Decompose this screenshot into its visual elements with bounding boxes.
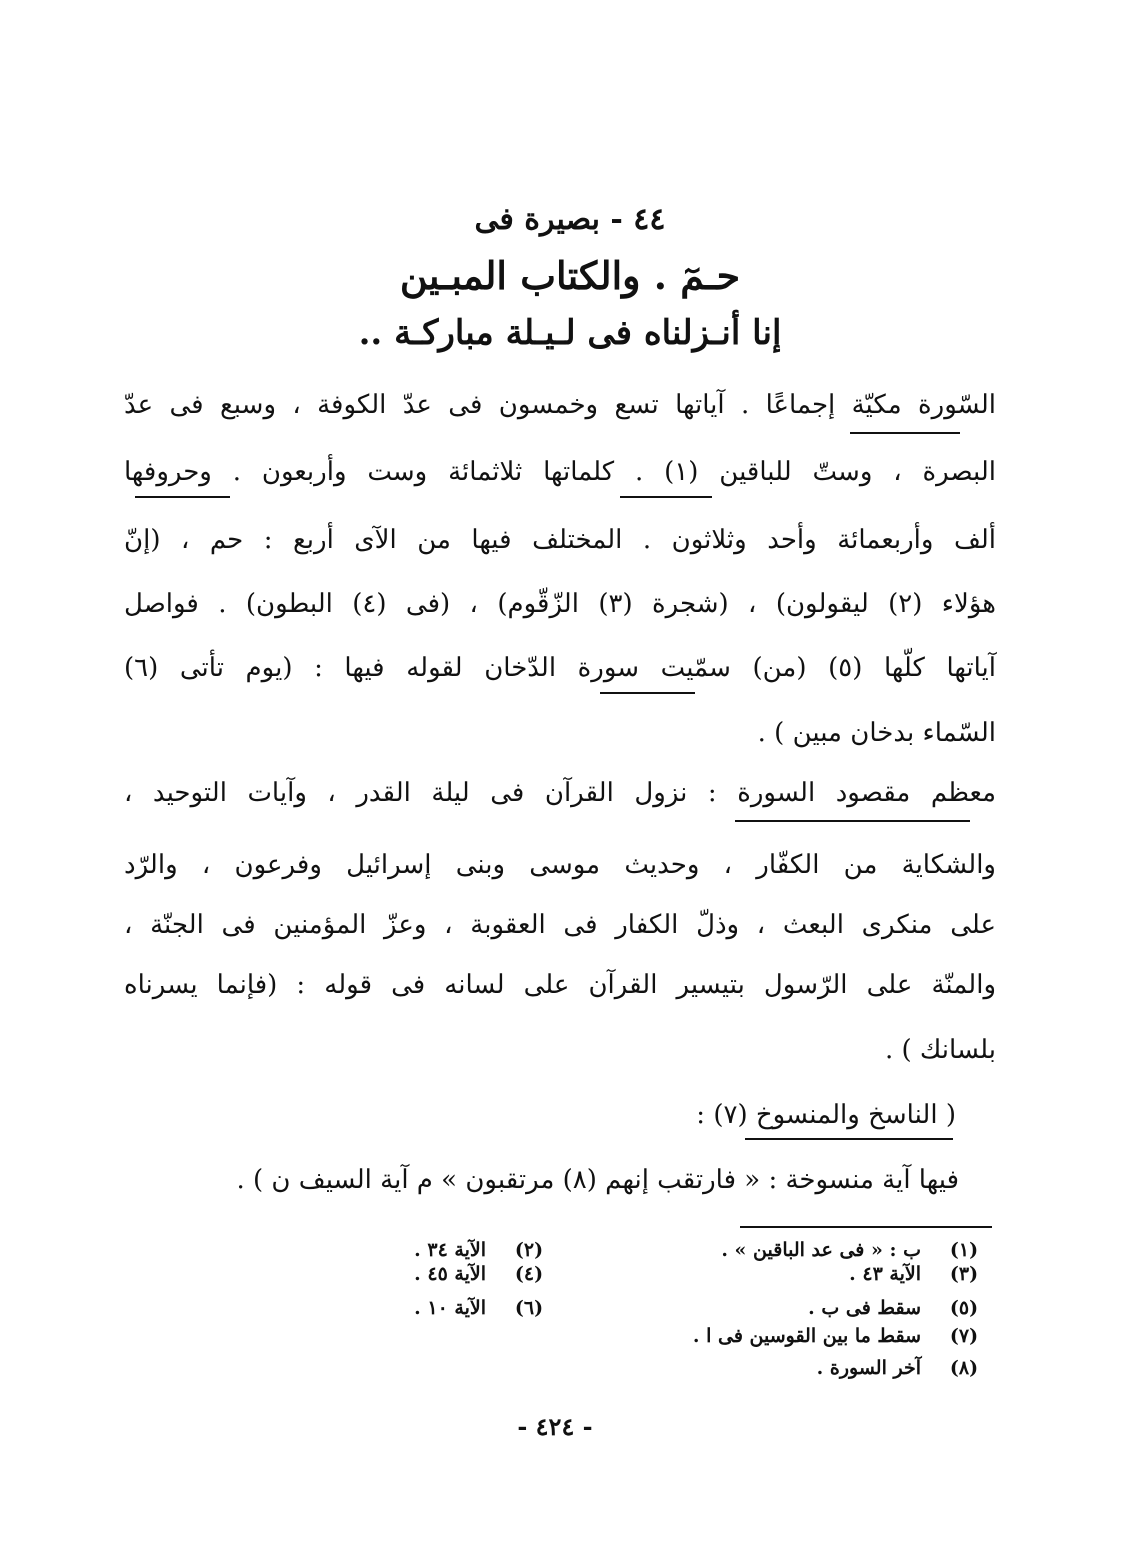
footnote-separator [740, 1226, 992, 1228]
paragraph-line: ألف وأربعمائة وأحد وثلاثون . المختلف فيها من الآى أربع : حم ، (إنّ [124, 525, 996, 555]
paragraph-line: والشكاية من الكفّار ، وحديث موسى وبنى إسرائيل وفرعون ، والرّد [124, 850, 996, 880]
footnote: (١) ب : « فى عد الباقين » . [721, 1239, 979, 1261]
footnote: (٢) الآية ٣٤ . [414, 1239, 544, 1261]
underline [135, 496, 230, 498]
chapter-subtitle: إنا أنـزلناه فى لـيـلة مباركـة .. [358, 313, 782, 353]
paragraph-line: معظم مقصود السورة : نزول القرآن فى ليلة القدر ، وآيات التوحيد ، [124, 778, 996, 808]
footnote: (٦) الآية ١٠ . [414, 1297, 544, 1319]
chapter-number: ٤٤ - بصيرة فى [474, 202, 666, 237]
underline [745, 1138, 953, 1140]
underline [600, 692, 695, 694]
paragraph-line: هؤلاء (٢) ليقولون) ، (شجرة (٣) الزّقّوم) ، (فى (٤) البطون) . فواصل [124, 589, 996, 619]
paragraph-line: بلسانك ) . [884, 1035, 996, 1065]
page-number: - ٤٢٤ - [517, 1412, 593, 1441]
abrogation-line: فيها آية منسوخة : « فارتقب إنهم (٨) مرتقبون » م آية السيف ن ) . [236, 1165, 959, 1195]
underline [620, 496, 712, 498]
paragraph-line: على منكرى البعث ، وذلّ الكفار فى العقوبة ، وعزّ المؤمنين فى الجنّة ، [124, 910, 996, 940]
paragraph-line: السّورة مكيّة إجماعًا . آياتها تسع وخمسون فى عدّ الكوفة ، وسبع فى عدّ [124, 390, 996, 420]
paragraph-line: آياتها كلّها (٥) (من) سمّيت سورة الدّخان لقوله فيها : (يوم تأتى (٦) [124, 653, 996, 683]
section-heading: ( الناسخ والمنسوخ (٧) : [696, 1100, 956, 1130]
footnote: (٣) الآية ٤٣ . [849, 1263, 979, 1285]
chapter-title: حـمٓ . والكتاب المبـين [399, 253, 741, 298]
footnote: (٤) الآية ٤٥ . [414, 1263, 544, 1285]
paragraph-line: السّماء بدخان مبين ) . [757, 718, 996, 748]
footnote: (٨) آخر السورة . [816, 1357, 979, 1379]
underline [735, 820, 970, 822]
underline [850, 432, 960, 434]
paragraph-line: البصرة ، وستّ للباقين (١) . كلماتها ثلاثمائة وست وأربعون . وحروفها [124, 457, 996, 487]
footnote: (٥) سقط فى ب . [808, 1297, 979, 1319]
paragraph-line: والمنّة على الرّسول بتيسير القرآن على لسانه فى قوله : (فإنما يسرناه [124, 970, 996, 1000]
footnote: (٧) سقط ما بين القوسين فى ا . [692, 1325, 979, 1347]
